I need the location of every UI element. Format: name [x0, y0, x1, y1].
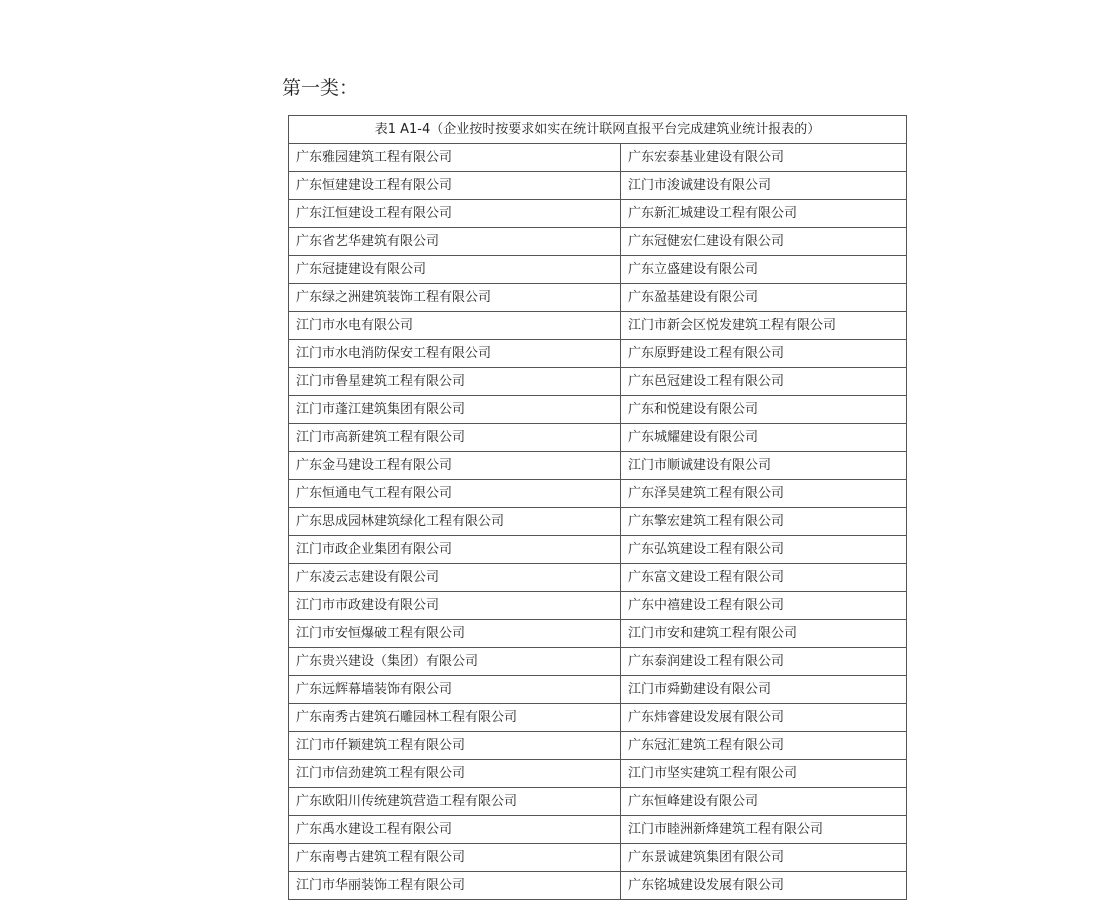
company-name-left: 江门市信劲建筑工程有限公司: [289, 760, 621, 788]
table-caption: 表1 A1-4（企业按时按要求如实在统计联网直报平台完成建筑业统计报表的）: [289, 116, 907, 144]
table-row: [289, 144, 907, 172]
company-name-right: 江门市舜勤建设有限公司: [621, 676, 907, 704]
table-row: [289, 228, 907, 256]
company-name-left: 广东恒通电气工程有限公司: [289, 480, 621, 508]
company-name-left: 江门市水电消防保安工程有限公司: [289, 340, 621, 368]
company-name-left: 广东远辉幕墙装饰有限公司: [289, 676, 621, 704]
company-name-left: 江门市安恒爆破工程有限公司: [289, 620, 621, 648]
table-row: [289, 284, 907, 312]
company-name-right: 广东新汇城建设工程有限公司: [621, 200, 907, 228]
company-name-left: 广东欧阳川传统建筑营造工程有限公司: [289, 788, 621, 816]
table-row: [289, 508, 907, 536]
table-row: [289, 340, 907, 368]
company-name-left: 广东凌云志建设有限公司: [289, 564, 621, 592]
company-name-left: 江门市鲁星建筑工程有限公司: [289, 368, 621, 396]
company-name-right: 广东铭城建设发展有限公司: [621, 872, 907, 900]
company-name-left: 广东省艺华建筑有限公司: [289, 228, 621, 256]
company-name-right: 广东盈基建设有限公司: [621, 284, 907, 312]
company-name-left: 江门市蓬江建筑集团有限公司: [289, 396, 621, 424]
company-name-left: 广东恒建建设工程有限公司: [289, 172, 621, 200]
table-row: [289, 200, 907, 228]
company-name-left: 广东南秀古建筑石雕园林工程有限公司: [289, 704, 621, 732]
company-name-left: 江门市水电有限公司: [289, 312, 621, 340]
table-row: [289, 424, 907, 452]
company-name-right: 广东景诚建筑集团有限公司: [621, 844, 907, 872]
company-name-left: 广东绿之洲建筑装饰工程有限公司: [289, 284, 621, 312]
company-name-left: 广东南粤古建筑工程有限公司: [289, 844, 621, 872]
company-name-right: 广东泰润建设工程有限公司: [621, 648, 907, 676]
table-row: [289, 620, 907, 648]
company-name-right: 广东中禧建设工程有限公司: [621, 592, 907, 620]
company-name-left: 江门市华丽装饰工程有限公司: [289, 872, 621, 900]
company-name-right: 广东和悦建设有限公司: [621, 396, 907, 424]
company-name-left: 江门市仟颖建筑工程有限公司: [289, 732, 621, 760]
table-row: [289, 480, 907, 508]
table-row: [289, 844, 907, 872]
company-name-left: 江门市政企业集团有限公司: [289, 536, 621, 564]
table-row: [289, 312, 907, 340]
company-name-left: 广东冠捷建设有限公司: [289, 256, 621, 284]
company-name-right: 江门市新会区悦发建筑工程有限公司: [621, 312, 907, 340]
company-name-left: 广东禹水建设工程有限公司: [289, 816, 621, 844]
company-name-right: 广东冠汇建筑工程有限公司: [621, 732, 907, 760]
company-name-right: 广东炜睿建设发展有限公司: [621, 704, 907, 732]
table-body: [289, 144, 907, 900]
company-name-right: 广东富文建设工程有限公司: [621, 564, 907, 592]
company-name-right: 广东恒峰建设有限公司: [621, 788, 907, 816]
table-row: [289, 732, 907, 760]
table-row: [289, 788, 907, 816]
company-name-right: 江门市安和建筑工程有限公司: [621, 620, 907, 648]
company-name-right: 广东邑冠建设工程有限公司: [621, 368, 907, 396]
company-name-right: 江门市睦洲新烽建筑工程有限公司: [621, 816, 907, 844]
company-table: [288, 115, 907, 900]
company-name-left: 广东贵兴建设（集团）有限公司: [289, 648, 621, 676]
company-name-right: 广东立盛建设有限公司: [621, 256, 907, 284]
company-name-right: 广东城耀建设有限公司: [621, 424, 907, 452]
table-caption-row: [289, 116, 907, 144]
company-name-left: 广东金马建设工程有限公司: [289, 452, 621, 480]
company-name-left: 广东思成园林建筑绿化工程有限公司: [289, 508, 621, 536]
company-name-right: 广东原野建设工程有限公司: [621, 340, 907, 368]
company-name-left: 广东江恒建设工程有限公司: [289, 200, 621, 228]
table-row: [289, 872, 907, 900]
company-name-right: 广东泽昊建筑工程有限公司: [621, 480, 907, 508]
table-row: [289, 676, 907, 704]
table-row: [289, 368, 907, 396]
company-name-right: 江门市浚诚建设有限公司: [621, 172, 907, 200]
table-row: [289, 760, 907, 788]
company-name-right: 江门市坚实建筑工程有限公司: [621, 760, 907, 788]
company-name-right: 江门市顺诚建设有限公司: [621, 452, 907, 480]
company-name-right: 广东宏泰基业建设有限公司: [621, 144, 907, 172]
company-name-left: 江门市市政建设有限公司: [289, 592, 621, 620]
company-name-left: 江门市高新建筑工程有限公司: [289, 424, 621, 452]
company-name-right: 广东擎宏建筑工程有限公司: [621, 508, 907, 536]
table-row: [289, 256, 907, 284]
company-name-right: 广东弘筑建设工程有限公司: [621, 536, 907, 564]
table-row: [289, 592, 907, 620]
table-row: [289, 564, 907, 592]
section-heading: 第一类：: [282, 77, 359, 99]
table-row: [289, 396, 907, 424]
table-row: [289, 172, 907, 200]
table-row: [289, 536, 907, 564]
company-name-right: 广东冠健宏仁建设有限公司: [621, 228, 907, 256]
table-row: [289, 704, 907, 732]
table-row: [289, 452, 907, 480]
table-row: [289, 648, 907, 676]
table-row: [289, 816, 907, 844]
company-name-left: 广东雅园建筑工程有限公司: [289, 144, 621, 172]
